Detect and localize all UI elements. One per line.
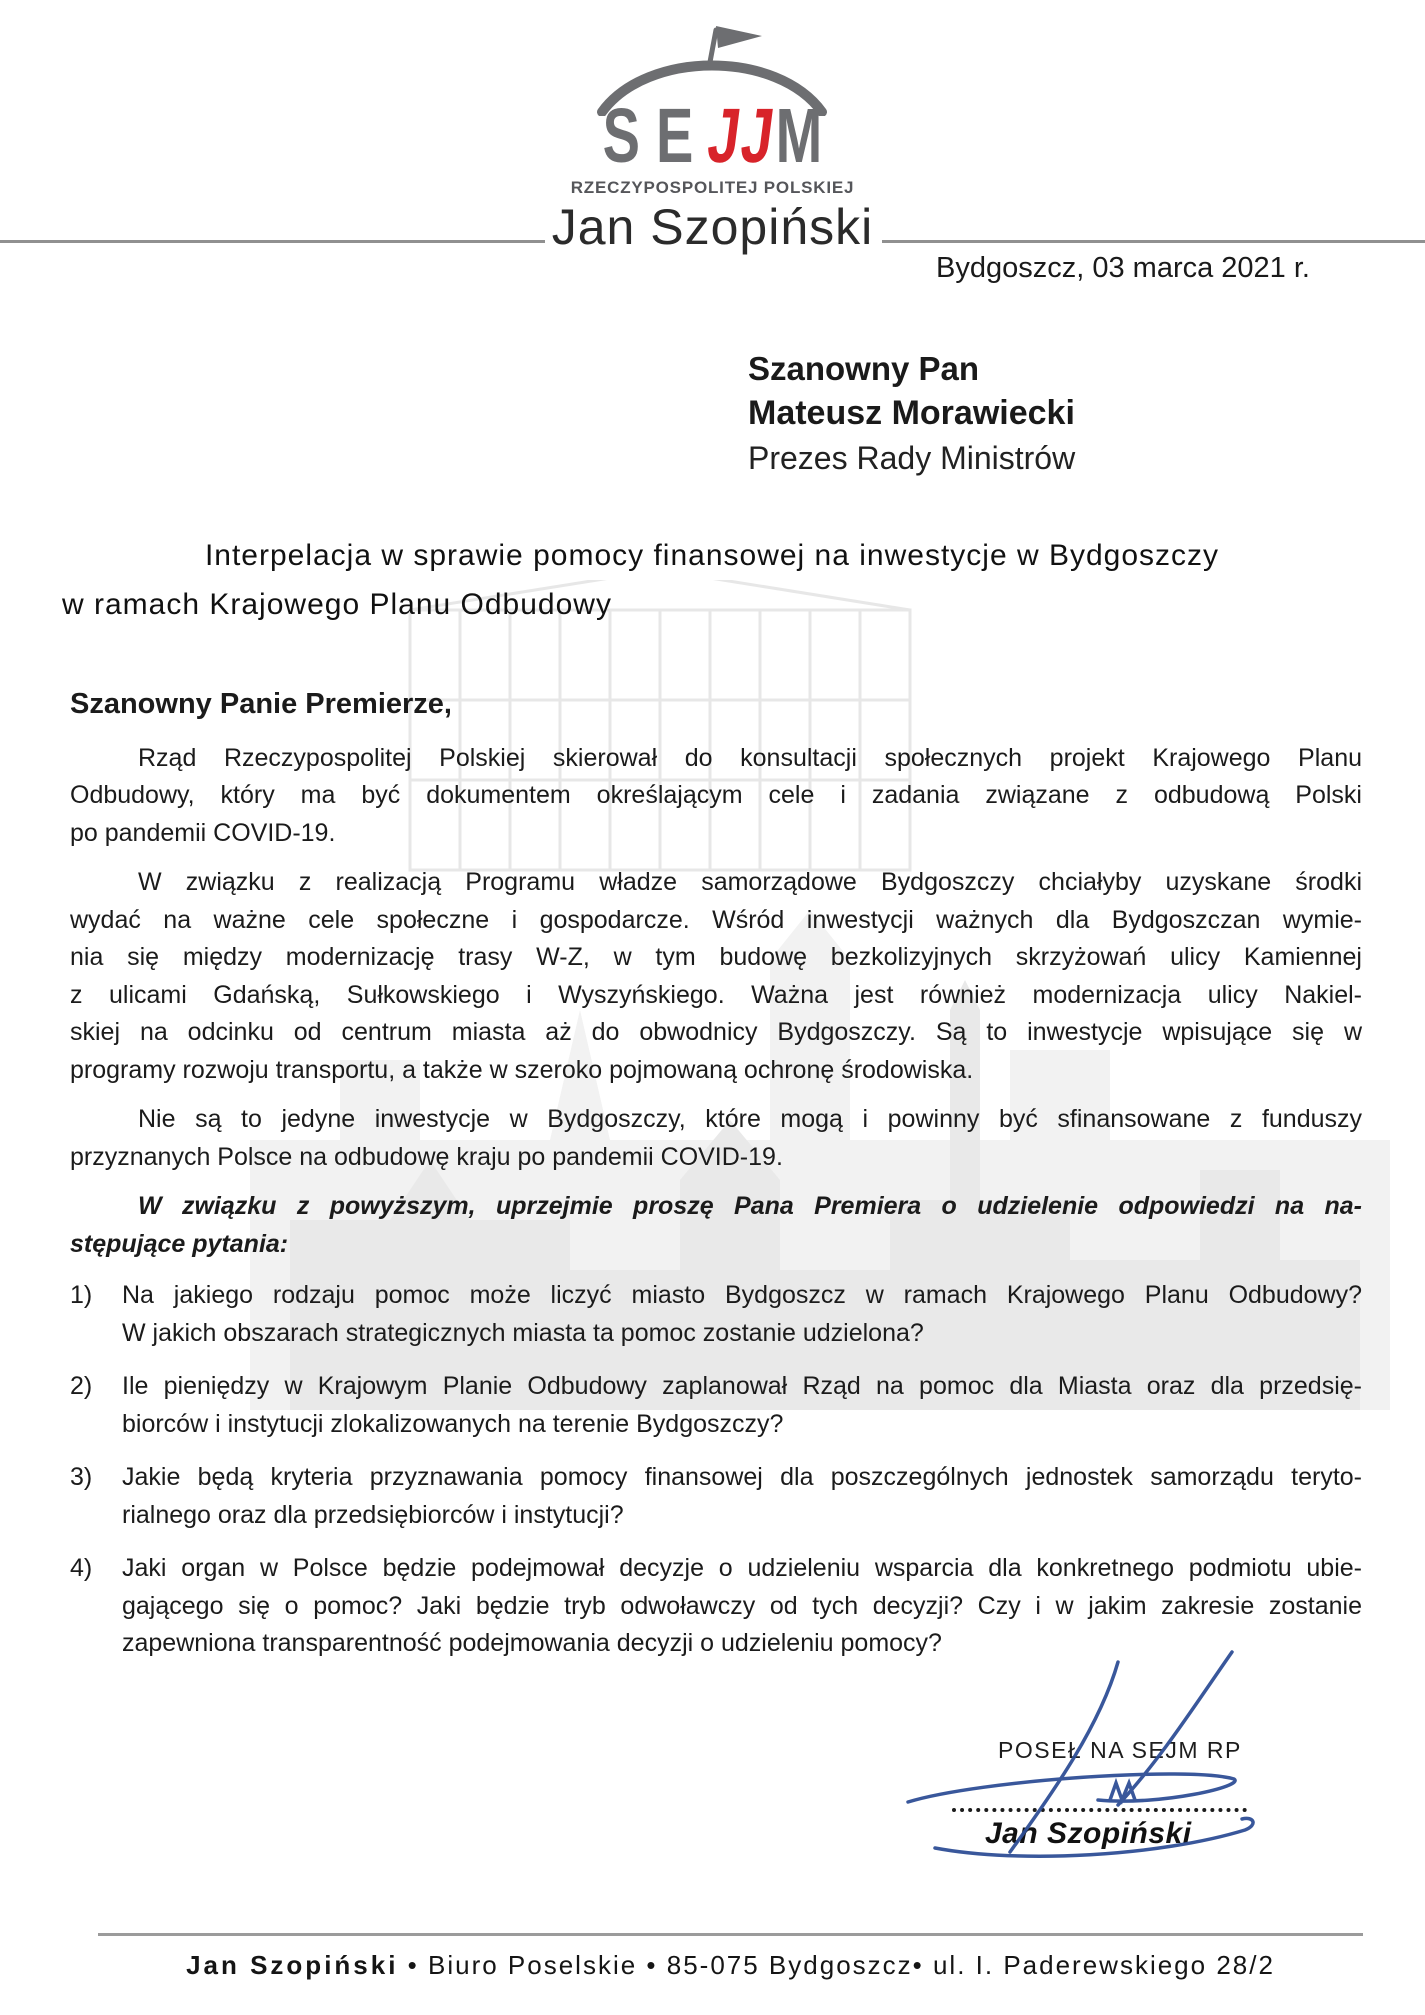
handwritten-signature-icon [860, 1640, 1300, 1870]
text-line: Jaki organ w Polsce będzie podejmował decyzje o udzieleniu wsparcia dla konkretnego podmiotu ubie- [122, 1554, 1362, 1582]
question-2-number: 2) [70, 1372, 93, 1400]
text-line: programy rozwoju transportu, a także w szeroko pojmowaną ochronę środowiska. [70, 1055, 974, 1084]
letterhead-name: Jan Szopiński [551, 199, 874, 255]
text-line: z ulicami Gdańską, Sułkowskiego i Wyszyńskiego. Ważna jest również modernizacja ulicy Nakiel- [70, 980, 1362, 1009]
sejm-wordmark [0, 90, 1425, 179]
sejm-letter-m: M [775, 91, 839, 179]
text-line: gającego się o pomoc? Jaki będzie tryb odwoławczy od tych decyzji? Czy i w jakim zakresie zostanie [122, 1591, 1362, 1620]
text-line: Interpelacja w sprawie pomocy finansowej na inwestycje w Bydgoszczy [204, 539, 1220, 572]
paragraph-2 [70, 864, 1362, 1089]
text-line: przyznanych Polsce na odbudowę kraju po pandemii COVID-19. [70, 1142, 783, 1171]
date-line: Bydgoszcz, 03 marca 2021 r. [936, 252, 1310, 284]
text-line: Nie są to jedyne inwestycje w Bydgoszczy, które mogą i powinny być sfinansowane z funduszy [138, 1105, 1362, 1133]
text-line: w ramach Krajowego Planu Odbudowy [62, 588, 612, 621]
text-line: Na jakiego rodzaju pomoc może liczyć miasto Bydgoszcz w ramach Krajowego Planu Odbudowy? [122, 1281, 1362, 1309]
question-3-text [122, 1459, 1362, 1534]
question-2-text [122, 1368, 1362, 1443]
text-line: po pandemii COVID-19. [70, 818, 336, 847]
sejm-subtitle: RZECZYPOSPOLITEJ POLSKIEJ [570, 178, 855, 197]
text-line: W związku z powyższym, uprzejmie proszę Pana Premiera o udzielenie odpowiedzi na na- [138, 1192, 1362, 1220]
addressee-name: Mateusz Morawiecki [748, 394, 1075, 432]
footer-text [98, 1950, 1363, 1981]
footer-rule [98, 1933, 1363, 1936]
question-2 [70, 1368, 1362, 1443]
question-3 [70, 1459, 1362, 1534]
question-1-number: 1) [70, 1281, 93, 1309]
question-4-number: 4) [70, 1554, 93, 1582]
question-1 [70, 1277, 1362, 1352]
signature-role: POSEŁ NA SEJM RP [998, 1737, 1242, 1763]
text-line: rialnego oraz dla przedsiębiorców i instytucji? [122, 1500, 624, 1529]
text-line: nia się między modernizację trasy W-Z, w tym budowę bezkolizyjnych skrzyżowań ulicy Kamiennej [70, 943, 1362, 971]
text-line: Odbudowy, który ma być dokumentem określającym cele i zadania związane z odbudową Polski [70, 781, 1362, 809]
signature-name: Jan Szopiński [985, 1817, 1192, 1850]
footer-address: • Biuro Poselskie • 85-075 Bydgoszcz• ul. I. Paderewskiego 28/2 [398, 1950, 1275, 1980]
footer-name: Jan Szopiński [186, 1950, 399, 1980]
paragraph-1 [70, 740, 1362, 853]
text-line: Rząd Rzeczypospolitej Polskiej skierował do konsultacji społecznych projekt Krajowego Planu [138, 743, 1362, 772]
addressee-block [748, 346, 1075, 481]
letter-title [62, 531, 1362, 629]
text-line: W związku z realizacją Programu władze samorządowe Bydgoszczy chciałyby uzyskane środki [138, 868, 1362, 896]
text-line: Jakie będą kryteria przyznawania pomocy finansowej dla poszczególnych jednostek samorządu teryto- [122, 1463, 1362, 1491]
sejm-letters-jj: JJ [703, 91, 782, 179]
text-line: stępujące pytania: [70, 1229, 289, 1258]
question-3-number: 3) [70, 1463, 93, 1491]
letter-body [70, 686, 1362, 1679]
addressee-role: Prezes Rady Ministrów [748, 440, 1076, 476]
salutation: Szanowny Panie Premierze, [70, 688, 452, 720]
text-line: biorców i instytucji zlokalizowanych na terenie Bydgoszczy? [122, 1409, 784, 1438]
paragraph-3 [70, 1101, 1362, 1176]
paragraph-4-request [70, 1188, 1362, 1263]
text-line: skiej na odcinku od centrum miasta aż do obwodnicy Bydgoszczy. Są to inwestycje wpisujące się w [70, 1018, 1362, 1046]
addressee-salutation: Szanowny Pan [748, 350, 980, 387]
sejm-letter-e: E [656, 91, 710, 179]
text-line: W jakich obszarach strategicznych miasta ta pomoc zostanie udzielona? [122, 1318, 924, 1347]
text-line: wydać na ważne cele społeczne i gospodarcze. Wśród inwestycji ważnych dla Bydgoszczan wymie- [70, 905, 1362, 934]
text-line: Ile pieniędzy w Krajowym Planie Odbudowy zaplanował Rząd na pomoc dla Miasta oraz dla przedsię- [122, 1372, 1362, 1400]
sejm-letter-s: S [602, 91, 657, 179]
question-1-text [122, 1277, 1362, 1352]
text-line: zapewniona transparentność podejmowania decyzji o udzieleniu pomocy? [122, 1629, 942, 1657]
